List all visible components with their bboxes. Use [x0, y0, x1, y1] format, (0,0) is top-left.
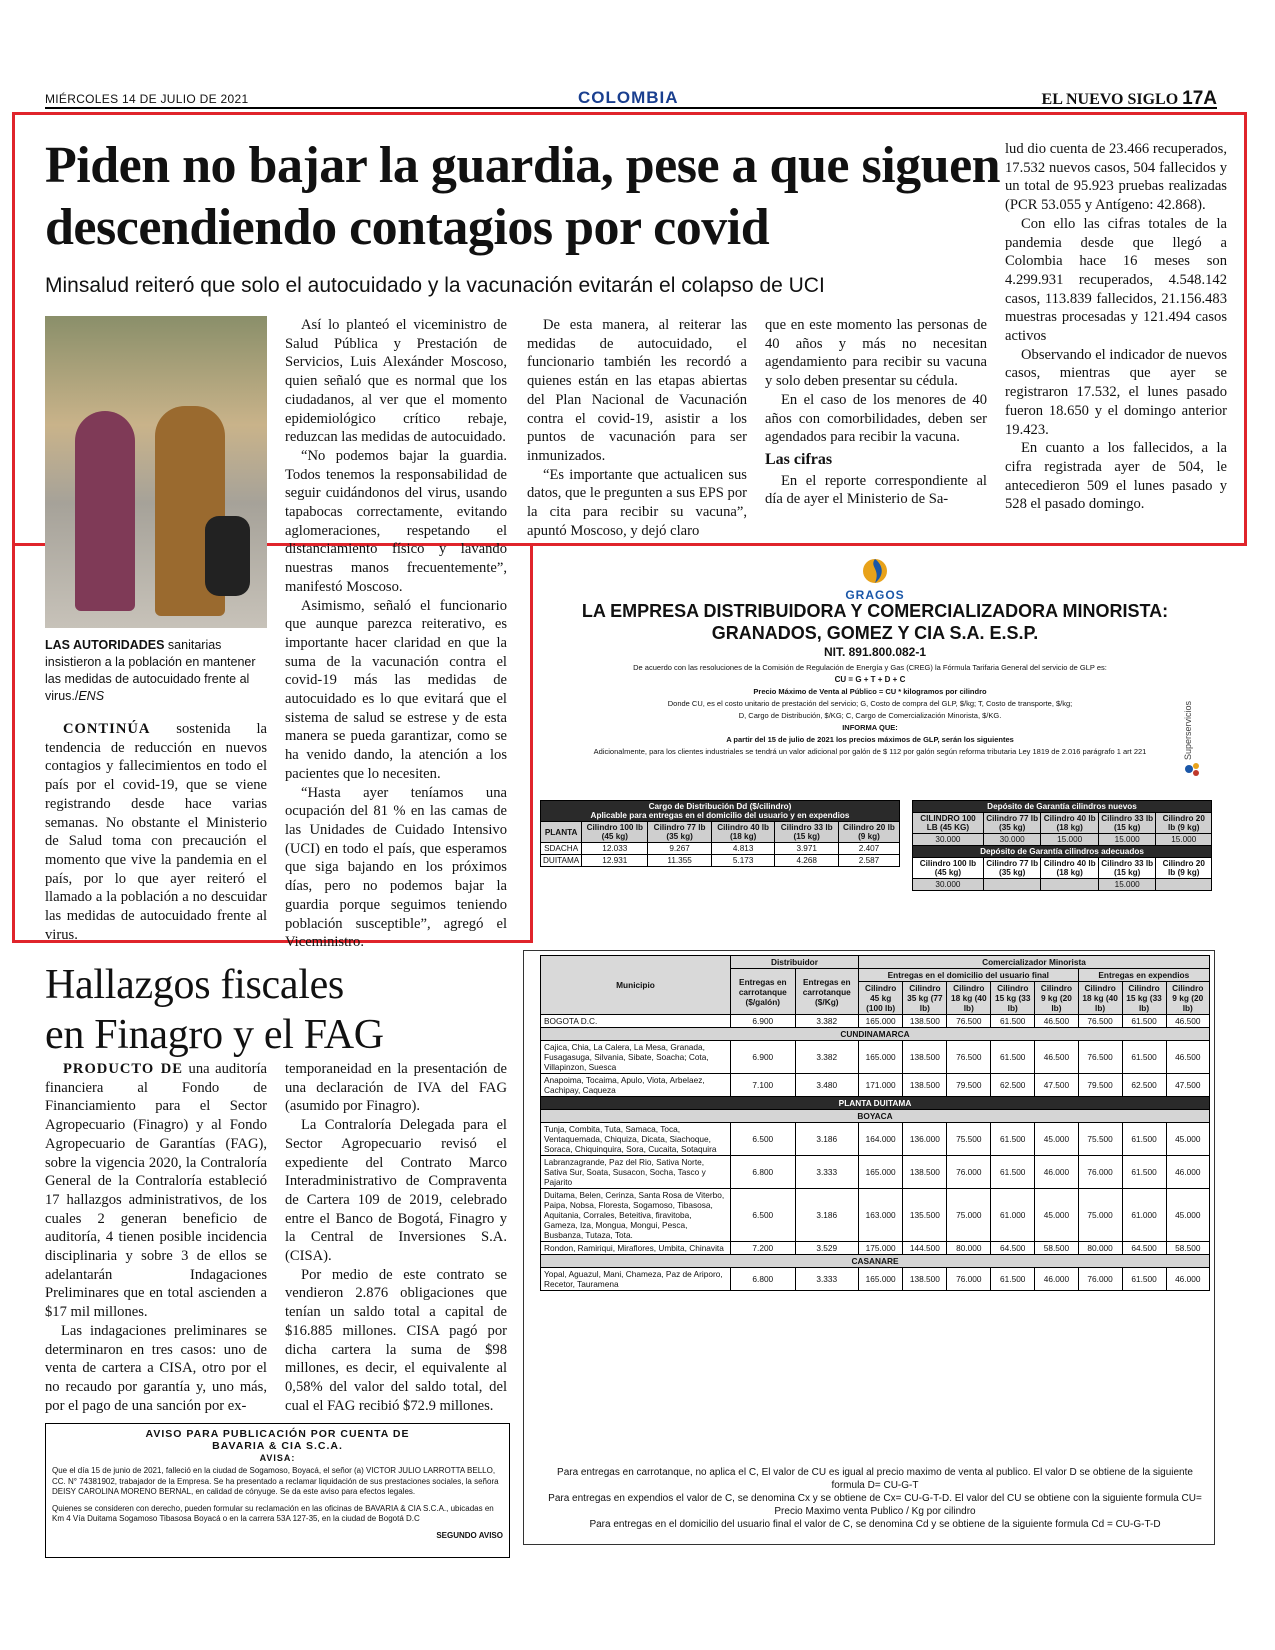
ad-line: De acuerdo con las resoluciones de la Comisión de Regulación de Energía y Gas (CREG) la Fórmula Tarifaria General del servicio de GLP es:: [633, 663, 1107, 672]
price-cell: 61.000: [1122, 1189, 1166, 1242]
price-cell: 45.000: [1035, 1123, 1078, 1156]
subheading: Las cifras: [765, 450, 833, 468]
cargo-title-2: Aplicable para entregas en el domicilio del usuario y en expendios: [590, 811, 850, 820]
price-cell: 3.333: [795, 1268, 858, 1291]
table-row: [913, 834, 1212, 846]
col-header: Cilindro 100 lb (45 kg): [582, 822, 648, 843]
price-cell: 75.000: [947, 1189, 991, 1242]
ad-line: Donde CU, es el costo unitario de prestación del servicio; G, Costo de compra del GLP, $/kg; T, Costo de transporte, $/kg;: [667, 699, 1073, 708]
col-header: Cilindro 33 lb (15 kg): [1098, 858, 1156, 879]
region-label: CASANARE: [541, 1255, 1210, 1268]
page-date: MIÉRCOLES 14 DE JULIO DE 2021: [45, 92, 249, 106]
paragraph: que en este momento las personas de 40 años y más no necesitan agendamiento para recibir su vacuna y solo deben presentar su cédula.: [765, 317, 987, 390]
col-header: Cilindro 15 kg (33 lb): [1122, 982, 1166, 1015]
article2-col1: [45, 1060, 267, 1415]
paragraph: temporaneidad en la presentación de una declaración de IVA del FAG (asumido por Finagro).: [285, 1061, 507, 1115]
price-cell: 61.000: [991, 1189, 1035, 1242]
region-row: [541, 1097, 1210, 1110]
cell: 15.000: [1156, 834, 1212, 846]
cell: 9.267: [648, 843, 712, 855]
col-header: Cilindro 9 kg (20 lb): [1166, 982, 1209, 1015]
price-cell: 61.500: [991, 1156, 1035, 1189]
price-cell: 62.500: [1122, 1074, 1166, 1097]
cell: SDACHA: [541, 843, 582, 855]
headline-line2: en Finagro y el FAG: [45, 1012, 384, 1058]
price-cell: 3.480: [795, 1074, 858, 1097]
region-row: [541, 1255, 1210, 1268]
price-cell: 75.500: [1078, 1123, 1122, 1156]
notice-p2: Quienes se consideren con derecho, pueden formular su reclamación en las oficinas de BAVARIA & CIA S.C.A., ubicadas en Km 4 Vía Duitama Sogamoso Tibasosa Boyacá o en la carrera 53A 127-35, en la ciudad de Bogotá D.C: [52, 1503, 494, 1523]
table-row: [541, 1015, 1210, 1028]
price-cell: 61.500: [991, 1123, 1035, 1156]
cell: [983, 879, 1041, 891]
price-cell: 64.500: [991, 1242, 1035, 1255]
note: Para entregas en el domicilio del usuario final el valor de C, se denomina Cd y se obtiene de la siguiente formula Cd = CU-G-T-D: [589, 1519, 1161, 1530]
note: Para entregas en carrotanque, no aplica el C, El valor de CU es igual al precio maximo de venta al publico. El valor D se obtiene de la siguiente formula D= CU-G-T: [557, 1467, 1193, 1491]
price-cell: 46.500: [1035, 1015, 1078, 1028]
ad-title: [540, 600, 1210, 660]
cell: 11.355: [648, 855, 712, 867]
price-cell: 46.000: [1035, 1268, 1078, 1291]
paragraph: La Contraloría Delegada para el Sector Agropecuario revisó el expediente del Contrato Marco Interadministrativo de Compraventa de Cartera 109 de 2019, celebrado entre el Banco de Bogotá, Finagro y la Central de Inversiones S.A. (CISA).: [285, 1117, 507, 1265]
price-cell: 76.000: [1078, 1268, 1122, 1291]
price-cell: 3.382: [795, 1041, 858, 1074]
price-cell: 138.500: [903, 1156, 947, 1189]
col-header: Cilindro 20 lb (9 kg): [1156, 813, 1212, 834]
ad-title-2: GRANADOS, GOMEZ Y CIA S.A. E.S.P.: [711, 623, 1039, 643]
note: Para entregas en expendios el valor de C, se denomina Cx y se obtiene de Cx= CU-G-T-D. El valor del CU se obtiene con la siguiente formula CU= Precio Maximo venta Publico / Kg por cilindro: [548, 1493, 1202, 1517]
ad-body: [560, 662, 1180, 758]
price-cell: 175.000: [858, 1242, 902, 1255]
price-cell: 46.000: [1035, 1156, 1078, 1189]
region-label: BOYACA: [541, 1110, 1210, 1123]
legal-notice: [45, 1423, 510, 1558]
cell: 12.033: [582, 843, 648, 855]
article-subhead: Minsalud reiteró que solo el autocuidado y la vacunación evitarán el colapso de UCI: [45, 274, 825, 297]
col-header: Cilindro 100 lb (45 kg): [913, 858, 984, 879]
col-header: Cilindro 77 lb (35 kg): [983, 813, 1041, 834]
article1-col2: [285, 316, 507, 952]
deposit-table: [912, 800, 1212, 891]
col-header: Cilindro 35 kg (77 lb): [903, 982, 947, 1015]
article2-headline: [45, 960, 515, 1060]
group-header-comercializador: Comercializador Minorista: [858, 956, 1209, 969]
price-cell: 62.500: [991, 1074, 1035, 1097]
price-cell: 6.900: [731, 1015, 796, 1028]
section-title: COLOMBIA: [578, 88, 679, 107]
price-cell: 61.500: [1122, 1123, 1166, 1156]
price-table: [540, 955, 1210, 1291]
municipio-cell: BOGOTA D.C.: [541, 1015, 731, 1028]
price-cell: 76.000: [947, 1156, 991, 1189]
price-cell: 165.000: [858, 1156, 902, 1189]
paragraph: Con ello las cifras totales de la pandemia desde que llegó a Colombia hace 16 meses son 4.299.931 recuperados, 4.548.142 casos, 113.839 fallecidos, 21.156.483 muestras procesadas y 121.494 casos activos: [1005, 215, 1227, 345]
municipio-cell: Anapoima, Tocaima, Apulo, Viota, Arbelaez, Cachipay, Caqueza: [541, 1074, 731, 1097]
cell: 30.000: [913, 879, 984, 891]
price-cell: 75.000: [1078, 1189, 1122, 1242]
table-row: [913, 879, 1212, 891]
municipio-cell: Tunja, Combita, Tuta, Samaca, Toca, Ventaquemada, Chiquiza, Dicata, Siachoque, Soraca, Chiquinquira, Sora, Cucaita, Sotaquira: [541, 1123, 731, 1156]
cell: 30.000: [983, 834, 1041, 846]
cell: [1156, 879, 1212, 891]
ad-title-1: LA EMPRESA DISTRIBUIDORA Y COMERCIALIZADORA MINORISTA:: [581, 601, 1169, 621]
sub-header-expendios: Entregas en expendios: [1078, 969, 1209, 982]
table-row: [541, 1242, 1210, 1255]
price-cell: 76.500: [1078, 1041, 1122, 1074]
price-cell: 3.529: [795, 1242, 858, 1255]
article1-col4: [765, 316, 987, 509]
col-header: Entregas en carrotanque ($/Kg): [795, 969, 858, 1015]
deposit-title-2: Depósito de Garantía cilindros adecuados: [913, 846, 1212, 858]
paragraph: Así lo planteó el viceministro de Salud Pública y Prestación de Servicios, Luis Alexánder Moscoso, quien señaló que es normal que los ciudadanos, al ver que el momento epidemiológico crítico rebaje, reduzcan las medidas de autocuidado.: [285, 317, 507, 446]
cell: 4.813: [711, 843, 775, 855]
price-cell: 64.500: [1122, 1242, 1166, 1255]
article-headline: Piden no bajar la guardia, pese a que siguen descendiendo contagios por covid: [45, 137, 1001, 256]
paragraph: lud dio cuenta de 23.466 recuperados, 17.532 nuevos casos, 504 fallecidos y un total de 95.923 pruebas realizadas (PCR 53.055 y Antígeno: 42.868).: [1005, 141, 1227, 214]
cell: 15.000: [1098, 834, 1156, 846]
price-cell: 47.500: [1166, 1074, 1209, 1097]
photo-caption: [45, 637, 267, 705]
price-cell: 80.000: [947, 1242, 991, 1255]
price-cell: 79.500: [947, 1074, 991, 1097]
ad-line: Adicionalmente, para los clientes industriales se tendrá un valor adicional por galón de $ 112 por galón según reforma tributaria Ley 1819 de 2.016 parágrafo 1 art 221: [593, 747, 1147, 756]
notice-p1: Que el día 15 de junio de 2021, falleció en la ciudad de Sogamoso, Boyacá, el señor (a) VICTOR JULIO LARROTTA BELLO, CC. N° 74381902, trabajador de la Empresa. Se ha presentado a reclamar liquidación de sus prestaciones sociales, la señora DEISY CAROLINA MORENO BERNAL, en calidad de cónyuge. Se da este aviso para efectos legales.: [52, 1466, 499, 1496]
price-cell: 135.500: [903, 1189, 947, 1242]
cell: 12.931: [582, 855, 648, 867]
price-notes: [540, 1466, 1210, 1531]
page-number: 17A: [1182, 88, 1217, 109]
ad-line: A partir del 15 de julio de 2021 los precios máximos de GLP, serán los siguientes: [726, 735, 1014, 744]
logo-text: GRAGOS: [845, 588, 905, 602]
notice-sub: AVISA:: [259, 1453, 296, 1463]
ad-line: D, Cargo de Distribución, $/KG; C, Cargo de Comercialización Minorista, $/KG.: [738, 711, 1002, 720]
table-row: [541, 855, 900, 867]
table-row: [541, 1189, 1210, 1242]
col-header: Cilindro 18 kg (40 lb): [947, 982, 991, 1015]
cell: 30.000: [913, 834, 984, 846]
ad-nit: NIT. 891.800.082-1: [823, 645, 927, 659]
price-cell: 164.000: [858, 1123, 902, 1156]
caption-credit: ENS: [78, 689, 105, 703]
supers-icon: [1183, 760, 1201, 778]
price-cell: 61.500: [1122, 1041, 1166, 1074]
col-header: Cilindro 33 lb (15 kg): [1098, 813, 1156, 834]
municipio-cell: Rondon, Ramiriqui, Miraflores, Umbita, Chinavita: [541, 1242, 731, 1255]
sub-header-domicilio: Entregas en el domicilio del usuario final: [858, 969, 1078, 982]
price-cell: 76.000: [1078, 1156, 1122, 1189]
ad-formula: CU = G + T + D + C: [834, 675, 906, 684]
caption-text: sanitarias insistieron a la población en mantener las medidas de autocuidado frente al virus./: [45, 638, 256, 703]
photo-figure-left: [75, 411, 135, 611]
article2-col2: [285, 1060, 507, 1415]
col-header: Cilindro 9 kg (20 lb): [1035, 982, 1078, 1015]
price-cell: 3.382: [795, 1015, 858, 1028]
paragraph: Las indagaciones preliminares se determinaron en tres casos: uno de venta de cartera a CISA, otro por el no recaudo por garantía y, uno más, por el pago de una sanción por ex-: [45, 1322, 267, 1414]
region-label: PLANTA DUITAMA: [541, 1097, 1210, 1110]
price-cell: 61.500: [991, 1015, 1035, 1028]
price-cell: 3.186: [795, 1123, 858, 1156]
price-cell: 136.000: [903, 1123, 947, 1156]
price-cell: 45.000: [1166, 1123, 1209, 1156]
cargo-title-1: Cargo de Distribución Dd ($/cilindro): [648, 802, 792, 811]
ad-line: Precio Máximo de Venta al Público = CU * kilogramos por cilindro: [753, 687, 987, 696]
cell: 2.407: [838, 843, 899, 855]
price-cell: 6.500: [731, 1123, 796, 1156]
col-header: Cilindro 77 lb (35 kg): [983, 858, 1041, 879]
col-header: Cilindro 40 lb (18 kg): [1041, 813, 1099, 834]
price-cell: 80.000: [1078, 1242, 1122, 1255]
notice-foot: SEGUNDO AVISO: [436, 1530, 503, 1540]
price-cell: 6.900: [731, 1041, 796, 1074]
paragraph: Asimismo, señaló el funcionario que aunque parezca reiterativo, es importante hacer claridad en que la suma de la vacunación contra el covid-19 más las medidas de autocuidado es lo que evitará que el sistema de salud se estrese y de esta manera se pueda garantizar, como se ha venido dando, la atención a los pacientes que lo necesiten.: [285, 597, 507, 782]
table-row: [541, 1074, 1210, 1097]
header-rule: [45, 107, 1217, 109]
price-cell: 138.500: [903, 1015, 947, 1028]
price-cell: 76.500: [1078, 1015, 1122, 1028]
price-cell: 165.000: [858, 1015, 902, 1028]
paragraph: De esta manera, al reiterar las medidas de autocuidado, el funcionario también les recordó a quienes están en las etapas abiertas del Plan Nacional de Vacunación contra el covid-19, asistir a los puntos de vacunación para ser inmunizados.: [527, 317, 747, 464]
cell: 3.971: [775, 843, 839, 855]
article1-col3: [527, 316, 747, 540]
region-label: CUNDINAMARCA: [541, 1028, 1210, 1041]
price-cell: 7.100: [731, 1074, 796, 1097]
price-cell: 76.500: [947, 1015, 991, 1028]
paragraph: “No podemos bajar la guardia. Todos tenemos la responsabilidad de seguir cuidándonos del virus, usando tapabocas correctamente, evitando aglomeraciones, respetando el distanciamiento físico y lavando nuestras manos frecuentemente”, manifestó Moscoso.: [285, 447, 507, 595]
cell: 15.000: [1041, 834, 1099, 846]
col-header: CILINDRO 100 LB (45 KG): [913, 813, 984, 834]
col-header: Cilindro 40 lb (18 kg): [1041, 858, 1099, 879]
paragraph: En el caso de los menores de 40 años con comorbilidades, deben ser agendados para recibir la vacuna.: [765, 391, 987, 446]
paragraph: “Es importante que actualicen sus datos, que le pregunten a sus EPS por la cita para recibir su vacuna”, apuntó Moscoso, y dejó claro: [527, 466, 747, 539]
price-cell: 3.186: [795, 1189, 858, 1242]
notice-title-2: BAVARIA & CIA S.C.A.: [212, 1440, 343, 1452]
price-cell: 61.500: [991, 1041, 1035, 1074]
price-cell: 171.000: [858, 1074, 902, 1097]
price-cell: 58.500: [1166, 1242, 1209, 1255]
supers-text: Superservicios: [1183, 700, 1193, 760]
gragos-logo: [830, 555, 920, 600]
price-cell: 165.000: [858, 1268, 902, 1291]
paragraph: Por medio de este contrato se vendieron 2.876 obligaciones que tenían un saldo total a capital de $16.885 millones. CISA pagó por dicha cartera la suma de $98 millones, es decir, el equivalente al 0,58% del valor del saldo total, del cual el FAG recibió $72.9 millones.: [285, 1266, 507, 1414]
col1a-text: una auditoría financiera al Fondo de Financiamiento para el Sector Agropecuario (Finagro) y al Fondo Agropecuario de Garantías (FAG), sobre la vigencia 2020, la Contraloría General de la Contraloría estableció 17 hallazgos administrativos, de los cuales 2 generan beneficio de auditoría, 4 tienen posible incidencia disciplinaria y sobre 3 de ellos se adelantarán Indagaciones Preliminares que en total ascienden a $17 mil millones.: [45, 1061, 267, 1321]
price-cell: 6.800: [731, 1156, 796, 1189]
price-cell: 75.500: [947, 1123, 991, 1156]
region-row: [541, 1028, 1210, 1041]
price-cell: 76.500: [947, 1041, 991, 1074]
col-header: Cilindro 77 lb (35 kg): [648, 822, 712, 843]
cell: 5.173: [711, 855, 775, 867]
superservicios-logo: [1183, 670, 1205, 780]
paragraph: Observando el indicador de nuevos casos, mientras que ayer se registraron 17.532, el lunes pasado fueron 18.650 y el domingo anterior 19.423.: [1005, 346, 1227, 438]
col-header: Cilindro 18 kg (40 lb): [1078, 982, 1122, 1015]
ad-informa: INFORMA QUE:: [842, 723, 898, 732]
table-row: [541, 1123, 1210, 1156]
paragraph: En el reporte correspondiente al día de ayer el Ministerio de Sa-: [765, 472, 987, 508]
notice-title-1: AVISO PARA PUBLICACIÓN POR CUENTA DE: [145, 1428, 410, 1440]
article1-col1: [45, 720, 267, 944]
photo-bag: [205, 516, 250, 596]
col-header-municipio: Municipio: [541, 956, 731, 1015]
cargo-table: [540, 800, 900, 867]
col-header: Cilindro 33 lb (15 kg): [775, 822, 839, 843]
price-cell: 6.800: [731, 1268, 796, 1291]
cell: [1041, 879, 1099, 891]
col-header: Entregas en carrotanque ($/galón): [731, 969, 796, 1015]
col-header: PLANTA: [541, 822, 582, 843]
price-cell: 46.000: [1166, 1156, 1209, 1189]
article1-col5: [1005, 140, 1227, 514]
price-cell: 138.500: [903, 1268, 947, 1291]
price-cell: 7.200: [731, 1242, 796, 1255]
price-cell: 46.500: [1035, 1041, 1078, 1074]
price-cell: 138.500: [903, 1041, 947, 1074]
price-cell: 58.500: [1035, 1242, 1078, 1255]
municipio-cell: Yopal, Aguazul, Mani, Chameza, Paz de Ariporo, Recetor, Tauramena: [541, 1268, 731, 1291]
price-cell: 61.500: [1122, 1156, 1166, 1189]
group-header-distribuidor: Distribuidor: [731, 956, 859, 969]
municipio-cell: Duitama, Belen, Cerinza, Santa Rosa de Viterbo, Paipa, Nobsa, Floresta, Sogamoso, Tibasosa, Aquitania, Corrales, Beteitiva, firavitoba, Gameza, Iza, Mongua, Mongui, Pesca, Busbanza, Tutaza, Tota.: [541, 1189, 731, 1242]
article-photo: [45, 316, 267, 628]
price-cell: 45.000: [1166, 1189, 1209, 1242]
price-cell: 46.500: [1166, 1015, 1209, 1028]
price-cell: 61.500: [1122, 1015, 1166, 1028]
col-header: Cilindro 20 lb (9 kg): [838, 822, 899, 843]
table-row: [541, 1041, 1210, 1074]
municipio-cell: Cajica, Chia, La Calera, La Mesa, Granada, Fusagasuga, Silvania, Sibate, Soacha; Cota, Villapinzon, Suesca: [541, 1041, 731, 1074]
table-row: [541, 843, 900, 855]
price-cell: 47.500: [1035, 1074, 1078, 1097]
cell: DUITAMA: [541, 855, 582, 867]
region-row: [541, 1110, 1210, 1123]
price-cell: 76.000: [947, 1268, 991, 1291]
price-cell: 46.500: [1166, 1041, 1209, 1074]
price-cell: 163.000: [858, 1189, 902, 1242]
paper-title: EL NUEVO SIGLO: [1041, 91, 1179, 108]
col-header: Cilindro 20 lb (9 kg): [1156, 858, 1212, 879]
price-cell: 79.500: [1078, 1074, 1122, 1097]
col-header: Cilindro 40 lb (18 kg): [711, 822, 775, 843]
cargo-title: [541, 801, 900, 822]
paragraph: “Hasta ayer teníamos una ocupación del 81 % en las camas de las Unidades de Cuidado Intensivo (UCI) en todo el país, que esperamos que siga bajando en los próximos días, pero no podemos bajar la guardia porque seguimos teniendo población susceptible”, agregó el Viceministro.: [285, 784, 507, 951]
price-cell: 6.500: [731, 1189, 796, 1242]
price-cell: 144.500: [903, 1242, 947, 1255]
headline-line1: Hallazgos fiscales: [45, 962, 344, 1008]
cell: 2.587: [838, 855, 899, 867]
price-cell: 61.500: [991, 1268, 1035, 1291]
price-cell: 165.000: [858, 1041, 902, 1074]
price-cell: 3.333: [795, 1156, 858, 1189]
col1-text: sostenida la tendencia de reducción en nuevos contagios y fallecimientos en todo el país por el covid-19, que se viene registrando desde hace varias semanas. No obstante el Ministerio de Salud toma con precaución el momento que vive la pandemia en el país, por lo que ayer reiteró el llamado a la población a no descuidar las medidas de autocuidado frente al virus.: [45, 721, 267, 943]
caption-lead: LAS AUTORIDADES: [45, 638, 165, 652]
municipio-cell: Labranzagrande, Paz del Rio, Sativa Norte, Sativa Sur, Soata, Susacon, Socha, Tasco y Pajarito: [541, 1156, 731, 1189]
lead-cap: CONTINÚA: [63, 721, 151, 737]
col-header: Cilindro 45 kg (100 lb): [858, 982, 902, 1015]
cell: 4.268: [775, 855, 839, 867]
cell: 15.000: [1098, 879, 1156, 891]
table-row: [541, 1156, 1210, 1189]
price-cell: 61.500: [1122, 1268, 1166, 1291]
paragraph: En cuanto a los fallecidos, a la cifra registrada ayer de 504, le antecedieron 509 el lunes pasado y 528 el pasado domingo.: [1005, 440, 1227, 513]
col-header: Cilindro 15 kg (33 lb): [991, 982, 1035, 1015]
price-cell: 46.000: [1166, 1268, 1209, 1291]
deposit-title-1: Depósito de Garantía cilindros nuevos: [913, 801, 1212, 813]
lead-cap: PRODUCTO DE: [63, 1061, 184, 1077]
flame-icon: [855, 555, 895, 585]
price-cell: 45.000: [1035, 1189, 1078, 1242]
price-cell: 138.500: [903, 1074, 947, 1097]
table-row: [541, 1268, 1210, 1291]
